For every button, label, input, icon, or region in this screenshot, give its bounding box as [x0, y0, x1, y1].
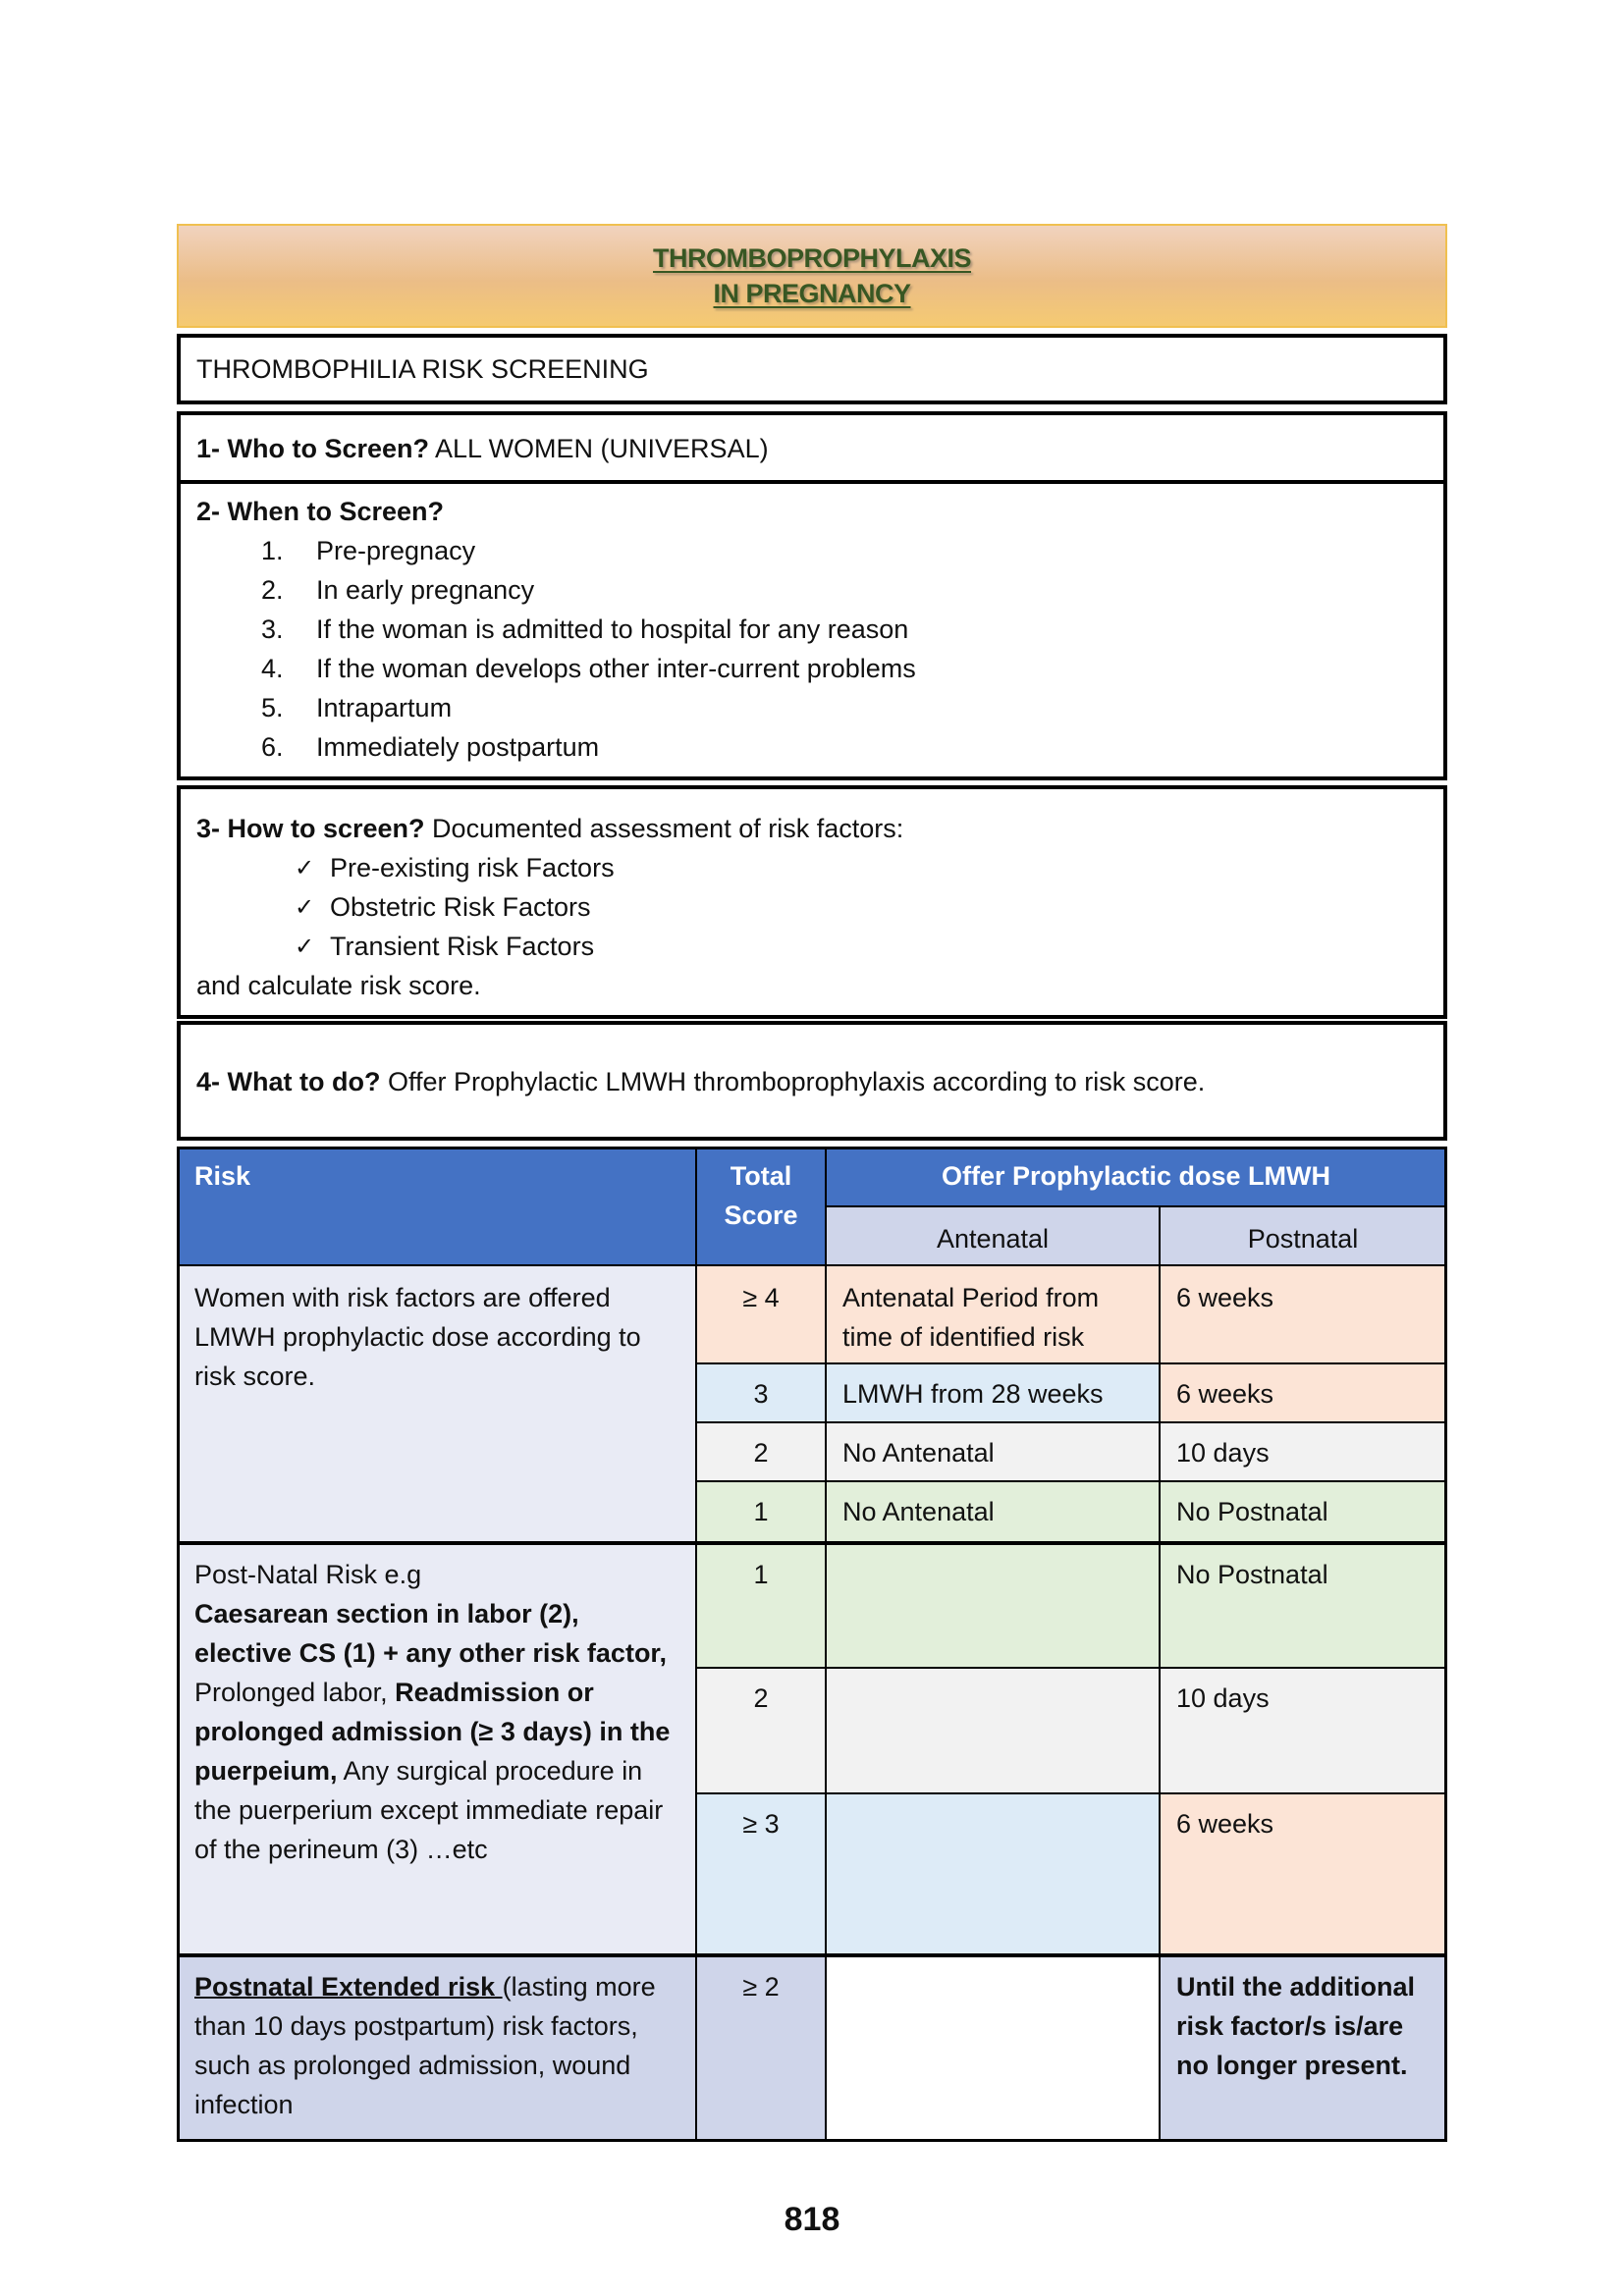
- when-to-screen-box: [177, 480, 1447, 780]
- risk-cell-group3: Postnatal Extended risk (lasting more than 10 days postpartum) risk factors, such as prolonged admission, wound infection: [177, 1953, 697, 2142]
- antenatal-cell: [825, 1667, 1161, 1794]
- list-item: 3. If the woman is admitted to hospital for any reason: [261, 614, 909, 644]
- what-to-do-box: [177, 1021, 1447, 1141]
- antenatal-cell: [825, 1541, 1161, 1669]
- what-to-do-text: Offer Prophylactic LMWH thromboprophylaxis according to risk score.: [380, 1067, 1206, 1096]
- list-item: 2. In early pregnancy: [261, 575, 535, 605]
- checkmark-icon: ✓: [295, 854, 315, 881]
- list-item: 5. Intrapartum: [261, 693, 453, 722]
- postnatal-cell: 6 weeks: [1159, 1792, 1447, 1955]
- header-risk: Risk: [177, 1147, 697, 1266]
- how-to-screen-box: [177, 785, 1447, 1019]
- title-banner: [177, 224, 1447, 328]
- score-cell: 3: [695, 1362, 827, 1423]
- list-item: ✓ Obstetric Risk Factors: [196, 887, 1428, 927]
- title-line-2: IN PREGNANCY: [713, 279, 911, 308]
- screening-heading-box: [177, 334, 1447, 404]
- list-item: ✓ Pre-existing risk Factors: [196, 848, 1428, 887]
- antenatal-cell: LMWH from 28 weeks: [825, 1362, 1161, 1423]
- risk-cell-group2: Post-Natal Risk e.g Caesarean section in labor (2), elective CS (1) + any other risk factor, Prolonged labor, Readmission or prolonged admission (≥ 3 days) in the puerpeium, Any surgical procedure in the puerperium except immediate repair of the perineum (3) …etc: [177, 1541, 697, 1955]
- list-item: 4. If the woman develops other inter-current problems: [261, 654, 916, 683]
- score-cell: 1: [695, 1541, 827, 1669]
- list-item: 1. Pre-pregnacy: [261, 536, 476, 565]
- antenatal-cell: No Antenatal: [825, 1480, 1161, 1543]
- header-total-score: Total Score: [695, 1147, 827, 1266]
- who-to-screen-label: 1- Who to Screen?: [196, 434, 430, 463]
- list-item: 6. Immediately postpartum: [261, 732, 600, 762]
- list-item: ✓ Transient Risk Factors: [196, 927, 1428, 966]
- checkmark-icon: ✓: [295, 893, 315, 921]
- score-cell: ≥ 4: [695, 1264, 827, 1364]
- how-to-screen-footer: and calculate risk score.: [196, 971, 481, 1000]
- score-cell: ≥ 2: [695, 1953, 827, 2142]
- postnatal-cell: No Postnatal: [1159, 1480, 1447, 1543]
- risk-cell-group1: Women with risk factors are offered LMWH prophylactic dose according to risk score.: [177, 1264, 697, 1543]
- score-cell: 1: [695, 1480, 827, 1543]
- postnatal-cell: Until the additional risk factor/s is/are no longer present.: [1159, 1953, 1447, 2142]
- antenatal-cell: [825, 1953, 1161, 2142]
- how-to-screen-label: 3- How to screen?: [196, 814, 425, 843]
- antenatal-cell: Antenatal Period from time of identified risk: [825, 1264, 1161, 1364]
- postnatal-cell: 6 weeks: [1159, 1264, 1447, 1364]
- postnatal-cell: No Postnatal: [1159, 1541, 1447, 1669]
- extended-risk-label: Postnatal Extended risk: [194, 1972, 503, 2002]
- antenatal-cell: No Antenatal: [825, 1421, 1161, 1482]
- checkmark-icon: ✓: [295, 933, 315, 960]
- score-cell: 2: [695, 1667, 827, 1794]
- how-to-screen-text: Documented assessment of risk factors:: [424, 814, 904, 843]
- page-number: 818: [784, 2201, 840, 2238]
- antenatal-cell: [825, 1792, 1161, 1955]
- postnatal-cell: 10 days: [1159, 1421, 1447, 1482]
- header-antenatal: Antenatal: [825, 1205, 1161, 1266]
- postnatal-cell: 6 weeks: [1159, 1362, 1447, 1423]
- postnatal-cell: 10 days: [1159, 1667, 1447, 1794]
- score-cell: ≥ 3: [695, 1792, 827, 1955]
- risk-factor-list: [196, 848, 1428, 966]
- when-to-screen-label: 2- When to Screen?: [196, 497, 445, 526]
- screening-heading: THROMBOPHILIA RISK SCREENING: [196, 354, 649, 384]
- header-offer-lmwh: Offer Prophylactic dose LMWH: [825, 1147, 1447, 1207]
- when-to-screen-list: [196, 531, 1428, 767]
- header-postnatal: Postnatal: [1159, 1205, 1447, 1266]
- what-to-do-label: 4- What to do?: [196, 1067, 381, 1096]
- title-line-1: THROMBOPROPHYLAXIS: [652, 243, 972, 273]
- who-to-screen-box: [177, 411, 1447, 484]
- score-cell: 2: [695, 1421, 827, 1482]
- who-to-screen-text: ALL WOMEN (UNIVERSAL): [429, 434, 769, 463]
